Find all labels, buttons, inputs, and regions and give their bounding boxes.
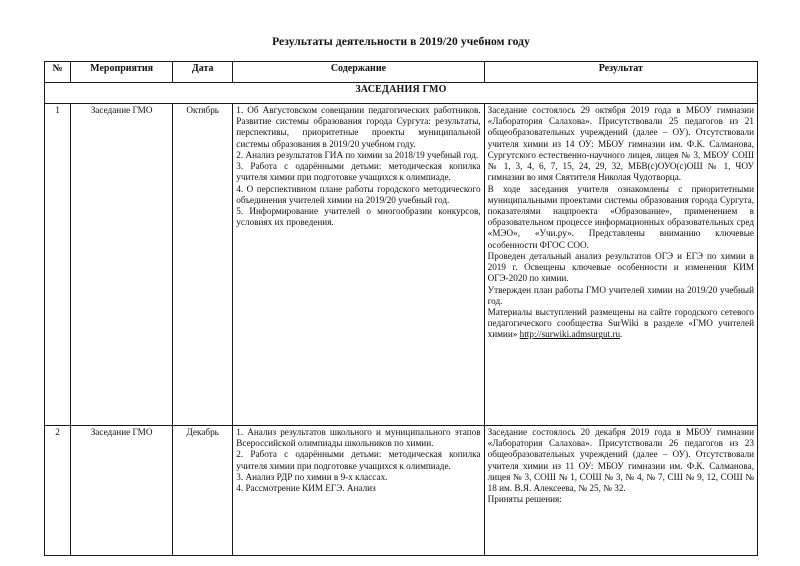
section-banner-gmo: ЗАСЕДАНИЯ ГМО [45, 83, 758, 104]
content-item: 1. Об Августовском совещании педагогических работников. Развитие системы образования города Сургута: результаты, перспективы, приоритетные проекты муниципальной системы образования в 2019/20 учебном году. [236, 105, 481, 149]
column-header-date: Дата [173, 62, 233, 83]
column-header-content: Содержание [233, 62, 484, 83]
content-item: 4. О перспективном плане работы городского методического объединения учителей химии на 2019/20 учебный год. [236, 183, 481, 205]
row-event-name: Заседание ГМО [71, 104, 173, 426]
result-paragraph: Утвержден план работы ГМО учителей химии на 2019/20 учебный год. [487, 284, 754, 306]
row-result [484, 426, 757, 556]
results-table [44, 61, 758, 556]
column-header-event: Мероприятия [71, 62, 173, 83]
row-event-name: Заседание ГМО [71, 426, 173, 556]
section-banner-row [45, 83, 758, 104]
row-date: Октябрь [173, 104, 233, 426]
page-title: Результаты деятельности в 2019/20 учебном году [272, 36, 530, 48]
content-item: 3. Анализ РДР по химии в 9-х классах. [236, 471, 388, 482]
row-result [484, 104, 757, 426]
surwiki-link[interactable]: http://surwiki.admsurgut.ru [519, 329, 621, 340]
content-item: 2. Работа с одарёнными детьми: методическая копилка учителя химии при подготовке учащихся к олимпиаде. [236, 449, 481, 471]
column-header-num: № [45, 62, 71, 83]
result-paragraph: Приняты решения: [487, 494, 562, 505]
result-paragraph-with-link [488, 307, 754, 341]
content-item: 3. Работа с одарёнными детьми: методическая копилка учителя химии при подготовке учащихся к олимпиаде. [236, 161, 481, 183]
row-number: 2 [45, 426, 71, 556]
result-link-prefix: Материалы выступлений размещены на сайте городского сетевого педагогического сообщества SurWiki в разделе «ГМО учителей химии» [487, 306, 754, 340]
table-header [45, 62, 758, 83]
content-item: 4. Рассмотрение КИМ ЕГЭ. Анализ [236, 483, 376, 494]
column-header-result: Результат [484, 62, 757, 83]
row-date: Декабрь [173, 426, 233, 556]
row-content [233, 104, 484, 426]
result-paragraph: Проведен детальный анализ результатов ОГЭ и ЕГЭ по химии в 2019 г. Освещены ключевые особенности и изменения КИМ ОГЭ-2020 по химии. [487, 250, 754, 284]
row-number: 1 [45, 104, 71, 426]
content-item: 5. Информирование учителей о многообразии конкурсов, условиях их проведения. [236, 205, 481, 228]
result-link-suffix: . [620, 329, 623, 340]
result-paragraph: Заседание состоялось 29 октября 2019 года в МБОУ гимназии «Лаборатория Салахова». Присутствовали 25 педагогов из 21 общеобразовательных учреждений (далее – ОУ). Отсутствовали учителя химии из 14 ОУ: МБОУ гимназии им. Ф.К. Салманова, Сургутского естественно-научного лицея, лицея № 3, МБОУ СОШ № 1, 3, 4, 6, 7, 15, 24, 29, 32, МБВ(с)ОУО(с)ОШ № 1, ЧОУ гимназии во имя Святителя Николая Чудотворца. [487, 105, 754, 183]
table-body [45, 83, 758, 556]
content-item: 1. Анализ результатов школьного и муниципального этапов Всероссийской олимпиады школьников по химии. [236, 427, 481, 449]
table-row [45, 426, 758, 556]
table-row [45, 104, 758, 426]
result-paragraph: В ходе заседания учителя ознакомлены с приоритетными муниципальными проектами системы образования города Сургута, показателями нацпроекта «Образование», применением в образовательном процессе информационных образовательных сред «МЭО», «Учи.ру». Представлены вниманию ключевые особенности ФГОС СОО. [487, 183, 754, 250]
row-content [233, 426, 484, 556]
content-item: 2. Анализ результатов ГИА по химии за 2018/19 учебный год. [236, 149, 479, 160]
table-header-row [45, 62, 758, 83]
result-paragraph: Заседание состоялось 20 декабря 2019 года в МБОУ гимназии «Лаборатория Салахова». Присутствовали 26 педагогов из 23 общеобразовательных учреждений (далее – ОУ). Отсутствовали учителя химии из 11 ОУ: МБОУ гимназии им. Ф.К. Салманова, лицея № 3, СОШ № 1, СОШ № 3, № 4, № 7, СШ № 9, 12, СОШ № 18 им. В.Я. Алексеева, № 25, № 32. [487, 427, 754, 494]
